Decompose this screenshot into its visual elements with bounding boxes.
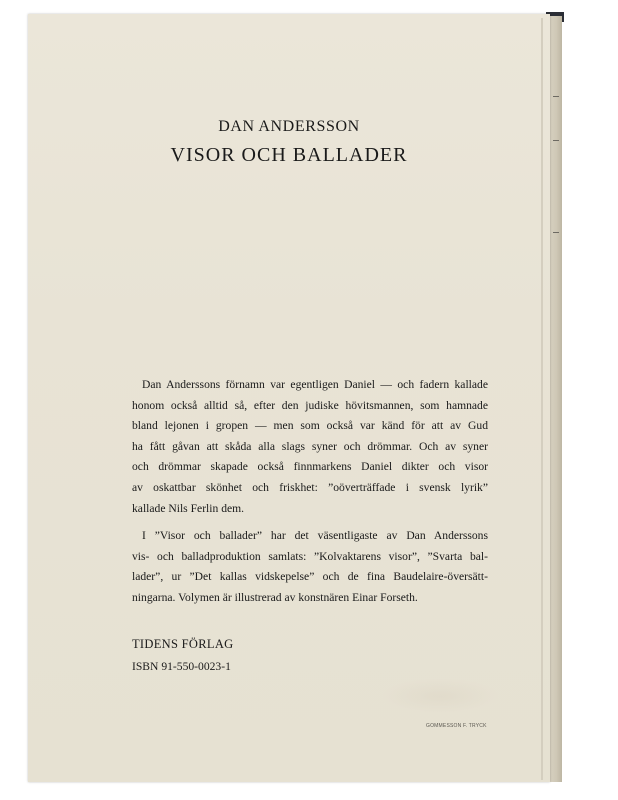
- printer-imprint: GOMMESSON F. TRYCK: [426, 723, 487, 729]
- blurb-line: lader”, ur ”Det kallas vidskepelse” och de fina Baudelaire-översätt-: [132, 570, 488, 584]
- book-spine: [548, 16, 562, 782]
- blurb: [132, 375, 488, 609]
- spine-mark: [553, 232, 559, 233]
- blurb-line: och drömmar skapade också finnmarkens Daniel dikter och visor: [132, 460, 488, 474]
- blurb-line: bland lejonen i gropen — men som också var känd för att av Gud: [132, 419, 488, 433]
- blurb-line: av oskattbar skönhet och friskhet: ”oöverträffade i svensk lyrik”: [132, 480, 488, 494]
- blurb-line: honom också alltid så, efter den judiske hövitsmannen, som hamnade: [132, 398, 488, 412]
- blurb-line: kallade Nils Ferlin dem.: [132, 501, 245, 515]
- publisher-name: TIDENS FÖRLAG: [132, 637, 234, 651]
- blurb-line: ha fått gåvan att skåda alla slags syner och drömmar. Och av syner: [132, 439, 488, 453]
- paper-stain: [380, 678, 500, 714]
- blurb-line: ningarna. Volymen är illustrerad av konstnären Einar Forseth.: [132, 590, 418, 604]
- spine-mark: [553, 96, 559, 97]
- book-title: VISOR OCH BALLADER: [170, 144, 408, 166]
- blurb-paragraph-1: [132, 375, 488, 519]
- blurb-line: Dan Anderssons förnamn var egentligen Daniel — och fadern kallade: [142, 378, 488, 391]
- author-name: DAN ANDERSSON: [218, 118, 360, 135]
- blurb-line: vis- och balladproduktion samlats: ”Kolvaktarens visor”, ”Svarta bal-: [132, 549, 488, 563]
- blurb-paragraph-2: [132, 526, 488, 608]
- isbn-number: ISBN 91-550-0023-1: [132, 660, 231, 673]
- spine-mark: [553, 140, 559, 141]
- blurb-line: I ”Visor och ballader” har det väsentligaste av Dan Anderssons: [142, 529, 488, 543]
